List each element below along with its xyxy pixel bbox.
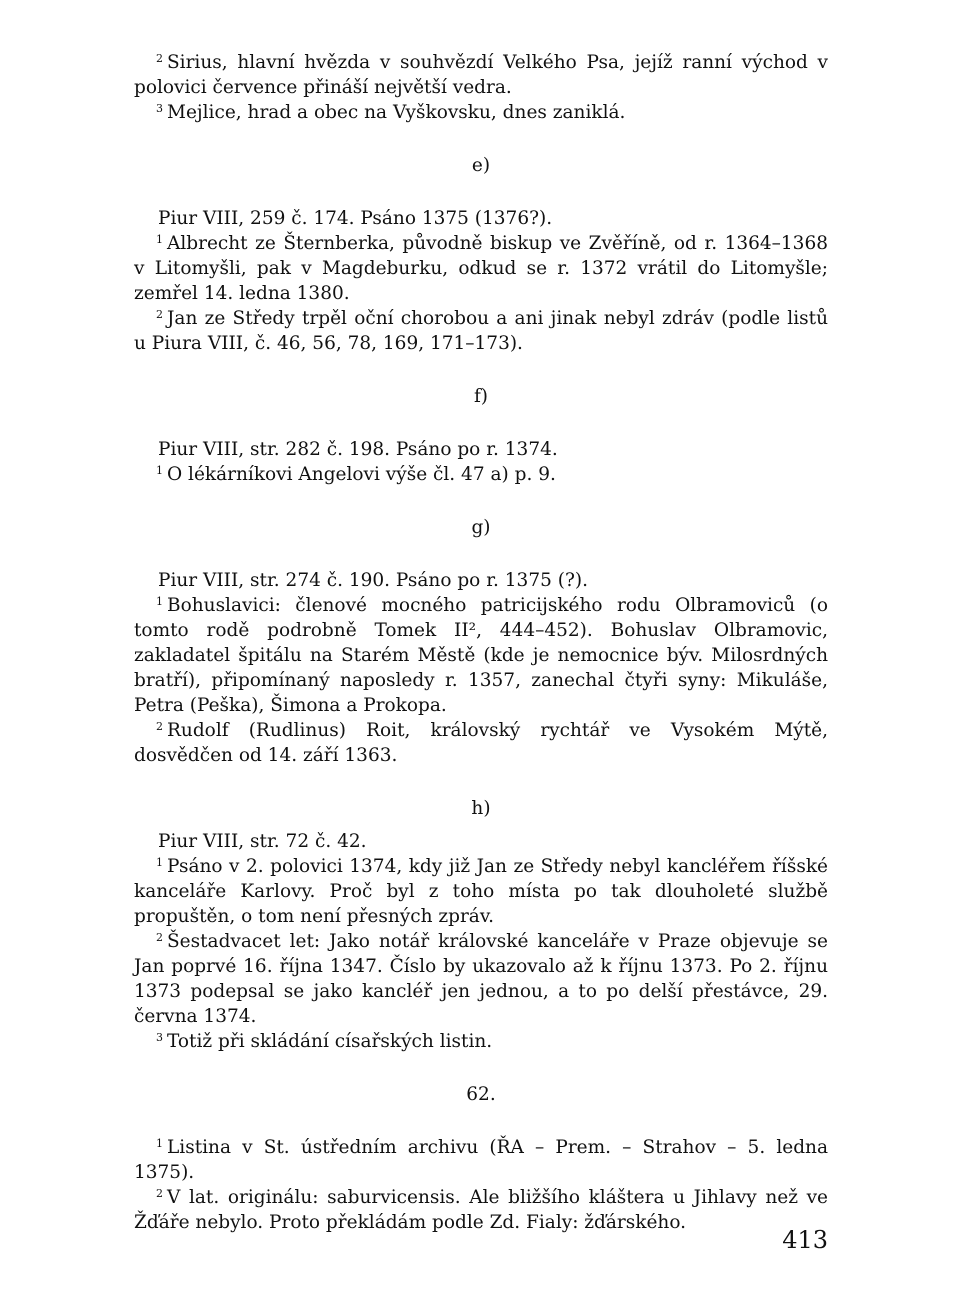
footnote: $^1$ Psáno v 2. polovici 1374, kdy již Jan ze Středy nebyl kancléřem říšské kanceláře Karlovy. Proč byl z toho místa po tak dlouholeté službě propuštěn, o tom není přesných zpráv. — [134, 856, 828, 927]
footnote: $^3$ Mejlice, hrad a obec na Vyškovsku, dnes zaniklá. — [156, 102, 626, 123]
source-line: Piur VIII, 259 č. 174. Psáno 1375 (1376?). — [158, 208, 553, 229]
source-line: Piur VIII, str. 72 č. 42. — [158, 831, 367, 852]
source-line: Piur VIII, str. 274 č. 190. Psáno po r. 1375 (?). — [158, 570, 588, 591]
section-g — [134, 515, 828, 768]
footnote: $^1$ Albrecht ze Šternberka, původně biskup ve Zvěříně, od r. 1364–1368 v Litomyšli, pak v Magdeburku, odkud se r. 1372 vrátil do Litomyšle; zemřel 14. ledna 1380. — [134, 233, 828, 304]
section-heading: 62. — [466, 1084, 496, 1105]
footnote: $^2$ Sirius, hlavní hvězda v souhvězdí Velkého Psa, jejíž ranní východ v polovici července přináší největší vedra. — [134, 52, 828, 98]
footnote: $^3$ Totiž při skládání císařských listin. — [156, 1031, 493, 1052]
section-heading: e) — [471, 155, 491, 176]
section-heading: f) — [473, 386, 489, 407]
footnote: $^1$ Bohuslavici: členové mocného patricijského rodu Olbramoviců (o tomto rodě podrobně Tomek II², 444–452). Bohuslav Olbramovic, zakladatel špitálu na Starém Městě (kde je nemocnice býv. Milosrdných bratří), připomínaný naposledy r. 1357, zanechal čtyři syny: Mikuláše, Petra (Peška), Šimona a Prokopa. — [134, 595, 828, 716]
footnote: $^1$ Listina v St. ústředním archivu (ŘA – Prem. – Strahov – 5. ledna 1375). — [134, 1137, 828, 1183]
section-62 — [134, 1082, 828, 1235]
section-e — [134, 153, 828, 356]
footnote: $^2$ Jan ze Středy trpěl oční chorobou a ani jinak nebyl zdráv (podle listů u Piura VIII, č. 46, 56, 78, 169, 171–173). — [134, 308, 828, 354]
footnote: $^2$ Šestadvacet let: Jako notář královské kanceláře v Praze objevuje se Jan poprvé 16. října 1347. Číslo by ukazovalo až k říjnu 1373. Po 2. říjnu 1373 podepsal se jako kancléř jen jednou, a to po delší přestávce, 29. června 1374. — [134, 931, 828, 1027]
footnote: $^2$ Rudolf (Rudlinus) Roit, královský rychtář ve Vysokém Mýtě, dosvědčen od 14. září 1363. — [134, 720, 828, 766]
section-h — [134, 796, 828, 1054]
top-notes — [134, 50, 828, 125]
footnote: $^2$ V lat. originálu: saburvicensis. Ale bližšího kláštera u Jihlavy než ve Žďáře nebylo. Proto překládám podle Zd. Fialy: žďárského. — [134, 1187, 828, 1233]
section-heading: h) — [471, 798, 491, 819]
page-content — [134, 50, 828, 1235]
section-f — [134, 384, 828, 487]
section-heading: g) — [471, 517, 491, 538]
footnote: $^1$ O lékárníkovi Angelovi výše čl. 47 a) p. 9. — [156, 464, 556, 485]
source-line: Piur VIII, str. 282 č. 198. Psáno po r. 1374. — [158, 439, 558, 460]
page-number: 413 — [782, 1226, 828, 1254]
